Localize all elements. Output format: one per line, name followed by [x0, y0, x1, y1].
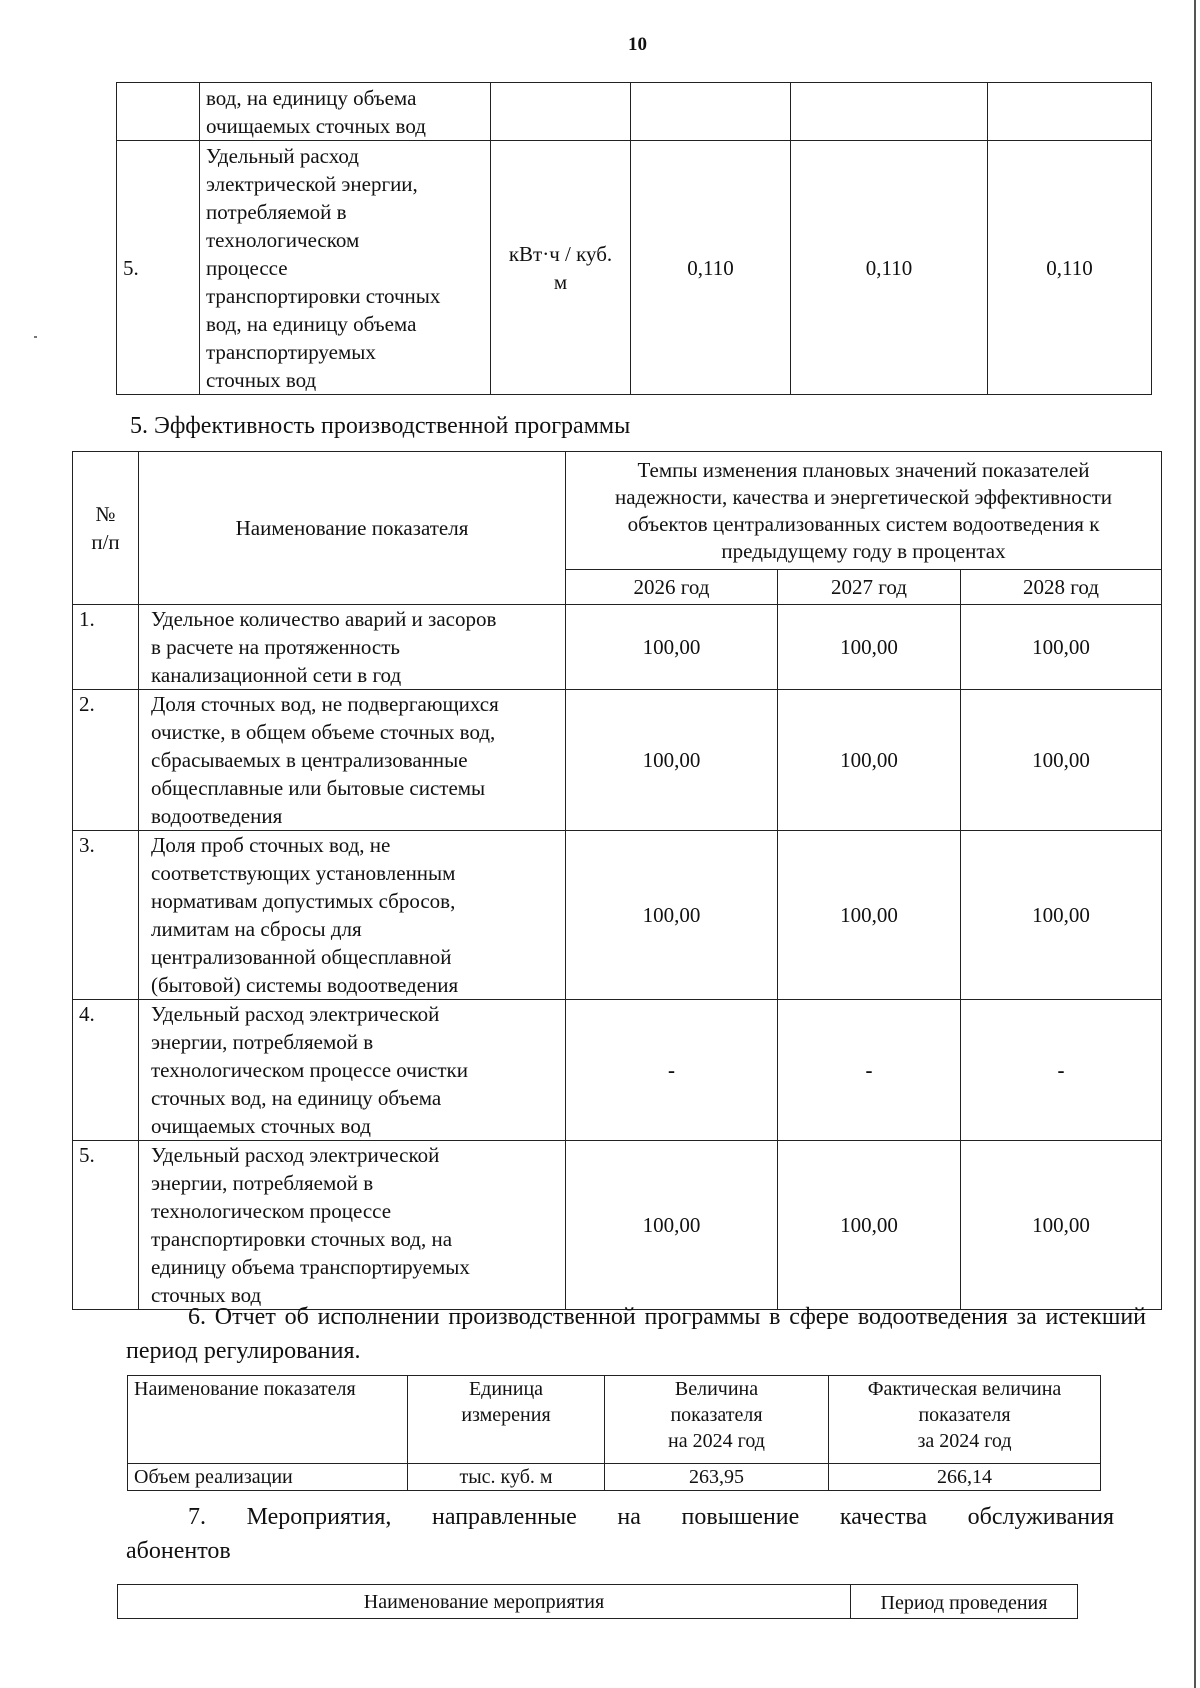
value-cell — [988, 83, 1152, 141]
year-2027-header: 2027 год — [778, 570, 961, 605]
unit-cell — [491, 83, 631, 141]
text-line: Величина — [674, 1378, 759, 1400]
text-line: общесплавные или бытовые системы — [151, 776, 486, 800]
text-line: сточных вод — [206, 367, 317, 392]
value-cell: 100,00 — [566, 605, 778, 690]
value-cell: 100,00 — [961, 690, 1162, 831]
col-name-header: Наименование показателя — [139, 452, 566, 605]
col-period-header: Период проведения — [851, 1585, 1078, 1619]
table-row — [117, 141, 1152, 395]
text-line: очистке, в общем объеме сточных вод, — [151, 720, 496, 744]
text-line: энергии, потребляемой в — [151, 1030, 374, 1054]
text-line: транспортируемых — [206, 339, 376, 364]
text-line: кВт·ч / куб. — [508, 241, 613, 266]
col-num-header — [73, 452, 139, 605]
row-number-cell: 5. — [117, 141, 200, 395]
text-line: водоотведения — [151, 804, 283, 828]
text-line: Темпы изменения плановых значений показателей — [637, 457, 1090, 482]
text-line: п/п — [91, 530, 120, 554]
text-line: Доля сточных вод, не подвергающихся — [151, 692, 499, 716]
value-cell: 100,00 — [961, 605, 1162, 690]
text-line: очищаемых сточных вод — [206, 113, 426, 138]
text-line: Фактическая величина — [867, 1378, 1062, 1400]
col-unit-header — [408, 1376, 605, 1464]
row-number-cell — [117, 83, 200, 141]
section-6-heading: 6. Отчет об исполнении производственной программы в сфере водоотведения за истекший период регулирования. — [126, 1304, 1146, 1364]
text-line: на 2024 год — [668, 1430, 765, 1452]
text-line: технологическом процессе — [151, 1199, 392, 1223]
text-line: сточных вод, на единицу объема — [151, 1086, 442, 1110]
table-row — [128, 1464, 1101, 1491]
indicator-name-cell — [139, 831, 566, 1000]
text-line: Удельный расход — [206, 143, 359, 168]
text-line: измерения — [461, 1404, 551, 1426]
text-line: централизованной общесплавной — [151, 945, 452, 969]
text-line: транспортировки сточных — [206, 283, 441, 308]
col-name-header: Наименование показателя — [128, 1376, 408, 1464]
text-line: технологическом процессе очистки — [151, 1058, 468, 1082]
value-cell: 100,00 — [961, 1141, 1162, 1310]
text-line: сбрасываемых в централизованные — [151, 748, 468, 772]
unit-cell — [491, 141, 631, 395]
year-2026-header: 2026 год — [566, 570, 778, 605]
indicator-name-cell — [200, 83, 491, 141]
value-cell: 100,00 — [961, 831, 1162, 1000]
row-number-cell: 5. — [73, 1141, 139, 1310]
text-line: нормативам допустимых сбросов, — [151, 889, 456, 913]
value-cell: 100,00 — [778, 1141, 961, 1310]
text-line: сточных вод — [151, 1283, 262, 1307]
indicator-name-cell: Объем реализации — [128, 1464, 408, 1491]
col-measure-header: Наименование мероприятия — [118, 1585, 851, 1619]
report-table — [127, 1375, 1101, 1491]
text-line: транспортировки сточных вод, на — [151, 1227, 453, 1251]
section-7-heading-cont: абонентов — [126, 1538, 231, 1564]
scan-edge-line — [1194, 0, 1196, 1688]
text-line: надежности, качества и энергетической эффективности — [614, 484, 1113, 509]
text-line: (бытовой) системы водоотведения — [151, 973, 459, 997]
text-line: показателя — [670, 1404, 763, 1426]
value-cell: 100,00 — [566, 1141, 778, 1310]
indicator-name-cell — [139, 605, 566, 690]
value-cell: 0,110 — [791, 141, 988, 395]
value-cell: 0,110 — [988, 141, 1152, 395]
text-line: соответствующих установленным — [151, 861, 456, 885]
text-line: Удельный расход электрической — [151, 1143, 440, 1167]
value-cell — [791, 83, 988, 141]
header-row — [73, 452, 1162, 570]
text-line: канализационной сети в год — [151, 663, 402, 687]
text-line: Доля проб сточных вод, не — [151, 833, 391, 857]
text-line: м — [553, 269, 568, 294]
indicator-name-cell — [200, 141, 491, 395]
text-line: № — [95, 502, 116, 526]
text-line: технологическом — [206, 227, 360, 252]
unit-cell: тыс. куб. м — [408, 1464, 605, 1491]
text-line: Удельное количество аварий и засоров — [151, 607, 497, 631]
table-row — [73, 1000, 1162, 1141]
value-cell: - — [778, 1000, 961, 1141]
text-line: Удельный расход электрической — [151, 1002, 440, 1026]
text-line: лимитам на сбросы для — [151, 917, 362, 941]
value-cell: - — [566, 1000, 778, 1141]
value-cell: 100,00 — [778, 690, 961, 831]
group-header — [566, 452, 1162, 570]
value-cell: 100,00 — [778, 605, 961, 690]
text-line: единицу объема транспортируемых — [151, 1255, 470, 1279]
text-line: процессе — [206, 255, 288, 280]
text-line: показателя — [918, 1404, 1011, 1426]
indicator-name-cell — [139, 1000, 566, 1141]
row-number-cell: 3. — [73, 831, 139, 1000]
text-line: за 2024 год — [917, 1430, 1012, 1452]
indicator-name-cell — [139, 1141, 566, 1310]
text-line: электрической энергии, — [206, 171, 418, 196]
col-fact-header — [829, 1376, 1101, 1464]
measures-table — [117, 1584, 1078, 1619]
section-5-heading: 5. Эффективность производственной программы — [130, 413, 631, 439]
table-row — [73, 605, 1162, 690]
year-2028-header: 2028 год — [961, 570, 1162, 605]
value-cell: 100,00 — [566, 831, 778, 1000]
value-cell: 0,110 — [631, 141, 791, 395]
text-line: вод, на единицу объема — [206, 85, 417, 110]
text-line: энергии, потребляемой в — [151, 1171, 374, 1195]
table-row — [117, 83, 1152, 141]
row-number-cell: 2. — [73, 690, 139, 831]
value-cell: - — [961, 1000, 1162, 1141]
text-line: Единица — [468, 1378, 544, 1400]
row-number-cell: 1. — [73, 605, 139, 690]
text-line: очищаемых сточных вод — [151, 1114, 371, 1138]
text-line: предыдущему году в процентах — [721, 538, 1006, 563]
fact-value-cell: 266,14 — [829, 1464, 1101, 1491]
text-line: потребляемой в — [206, 199, 347, 224]
plan-value-cell: 263,95 — [605, 1464, 829, 1491]
efficiency-table — [72, 451, 1162, 1310]
header-row — [128, 1376, 1101, 1464]
text-line: вод, на единицу объема — [206, 311, 417, 336]
value-cell — [631, 83, 791, 141]
table-row — [73, 831, 1162, 1000]
header-row — [118, 1585, 1078, 1619]
value-cell: 100,00 — [566, 690, 778, 831]
section-7-heading: 7. Мероприятия, направленные на повышение качества обслуживания — [188, 1504, 1114, 1530]
value-cell: 100,00 — [778, 831, 961, 1000]
text-line: в расчете на протяженность — [151, 635, 400, 659]
table-row — [73, 690, 1162, 831]
text-line: объектов централизованных систем водоотведения к — [627, 511, 1100, 536]
table-row — [73, 1141, 1162, 1310]
indicator-name-cell — [139, 690, 566, 831]
continuation-table — [116, 82, 1152, 395]
page-number: 10 — [628, 34, 647, 55]
col-plan-header — [605, 1376, 829, 1464]
scan-speck — [34, 336, 37, 338]
row-number-cell: 4. — [73, 1000, 139, 1141]
